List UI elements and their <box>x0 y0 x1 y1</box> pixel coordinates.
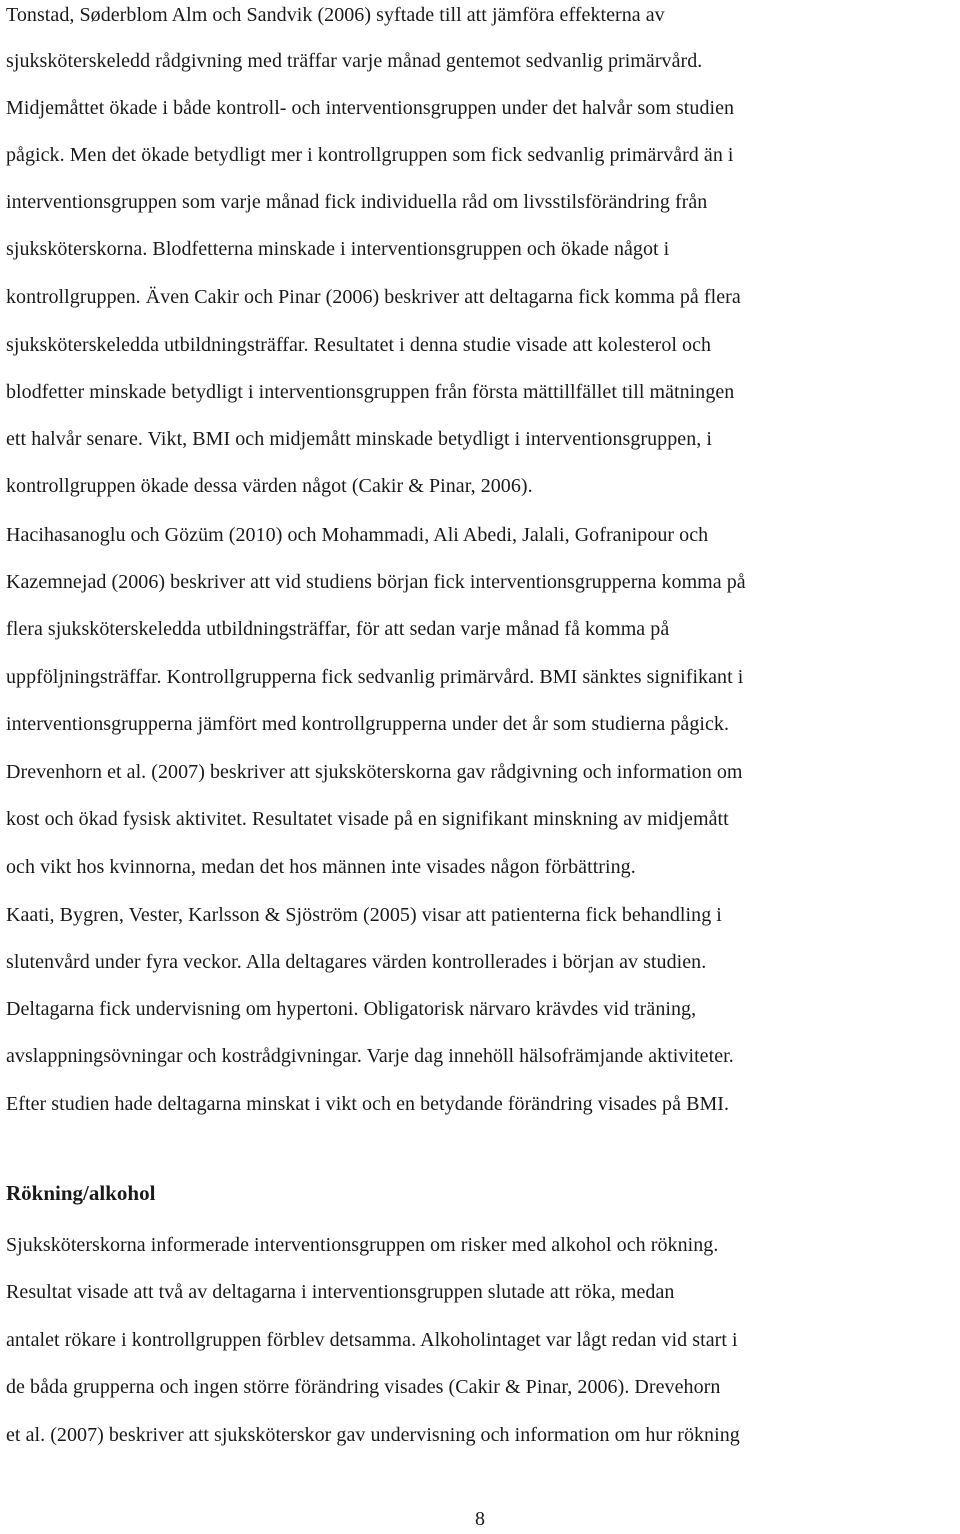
text-line: flera sjuksköterskeledda utbildningsträffar, för att sedan varje månad få komma på <box>6 618 670 640</box>
text-line: Efter studien hade deltagarna minskat i vikt och en betydande förändring visades på BMI. <box>6 1093 730 1115</box>
text-line: Tonstad, Søderblom Alm och Sandvik (2006) syftade till att jämföra effekterna av <box>6 4 665 26</box>
text-line: Resultat visade att två av deltagarna i interventionsgruppen slutade att röka, medan <box>6 1281 675 1303</box>
text-line: ett halvår senare. Vikt, BMI och midjemått minskade betydligt i interventionsgruppen, i <box>6 428 712 450</box>
text-line: slutenvård under fyra veckor. Alla deltagares värden kontrollerades i början av studien. <box>6 951 707 973</box>
text-line: interventionsgrupperna jämfört med kontrollgrupperna under det år som studierna pågick. <box>6 713 730 735</box>
text-line: et al. (2007) beskriver att sjuksköterskor gav undervisning och information om hur rökning <box>6 1424 740 1446</box>
text-line: interventionsgruppen som varje månad fick individuella råd om livsstilsförändring från <box>6 191 708 213</box>
text-line: kontrollgruppen ökade dessa värden något (Cakir & Pinar, 2006). <box>6 475 533 497</box>
text-line: Kazemnejad (2006) beskriver att vid studiens början fick interventionsgrupperna komma på <box>6 571 746 593</box>
text-line: och vikt hos kvinnorna, medan det hos männen inte visades någon förbättring. <box>6 856 636 878</box>
text-line: kontrollgruppen. Även Cakir och Pinar (2006) beskriver att deltagarna fick komma på flera <box>6 286 741 308</box>
text-line: Deltagarna fick undervisning om hypertoni. Obligatorisk närvaro krävdes vid träning, <box>6 998 697 1020</box>
page-number: 8 <box>475 1508 485 1530</box>
text-line: sjuksköterskeledda utbildningsträffar. Resultatet i denna studie visade att kolesterol och <box>6 334 712 356</box>
text-line: Midjemåttet ökade i både kontroll- och interventionsgruppen under det halvår som studien <box>6 97 735 119</box>
text-line: Hacihasanoglu och Gözüm (2010) och Mohammadi, Ali Abedi, Jalali, Gofranipour och <box>6 524 709 546</box>
text-line: Kaati, Bygren, Vester, Karlsson & Sjöström (2005) visar att patienterna fick behandling i <box>6 904 722 926</box>
text-line: antalet rökare i kontrollgruppen förblev detsamma. Alkoholintaget var lågt redan vid start i <box>6 1329 738 1351</box>
text-line: Sjuksköterskorna informerade interventionsgruppen om risker med alkohol och rökning. <box>6 1234 719 1256</box>
text-line: uppföljningsträffar. Kontrollgrupperna fick sedvanlig primärvård. BMI sänktes signifikant i <box>6 666 744 688</box>
text-line: sjuksköterskeledd rådgivning med träffar varje månad gentemot sedvanlig primärvård. <box>6 50 703 72</box>
text-line: blodfetter minskade betydligt i interventionsgruppen från första mättillfället till mätningen <box>6 381 735 403</box>
section-heading: Rökning/alkohol <box>6 1181 156 1205</box>
text-line: pågick. Men det ökade betydligt mer i kontrollgruppen som fick sedvanlig primärvård än i <box>6 144 734 166</box>
text-line: kost och ökad fysisk aktivitet. Resultatet visade på en signifikant minskning av midjemått <box>6 808 729 830</box>
text-line: avslappningsövningar och kostrådgivningar. Varje dag innehöll hälsofrämjande aktiviteter. <box>6 1045 734 1067</box>
text-line: Drevenhorn et al. (2007) beskriver att sjuksköterskorna gav rådgivning och information om <box>6 761 743 783</box>
text-line: sjuksköterskorna. Blodfetterna minskade i interventionsgruppen och ökade något i <box>6 238 670 260</box>
text-line: de båda grupperna och ingen större förändring visades (Cakir & Pinar, 2006). Drevehorn <box>6 1376 721 1398</box>
